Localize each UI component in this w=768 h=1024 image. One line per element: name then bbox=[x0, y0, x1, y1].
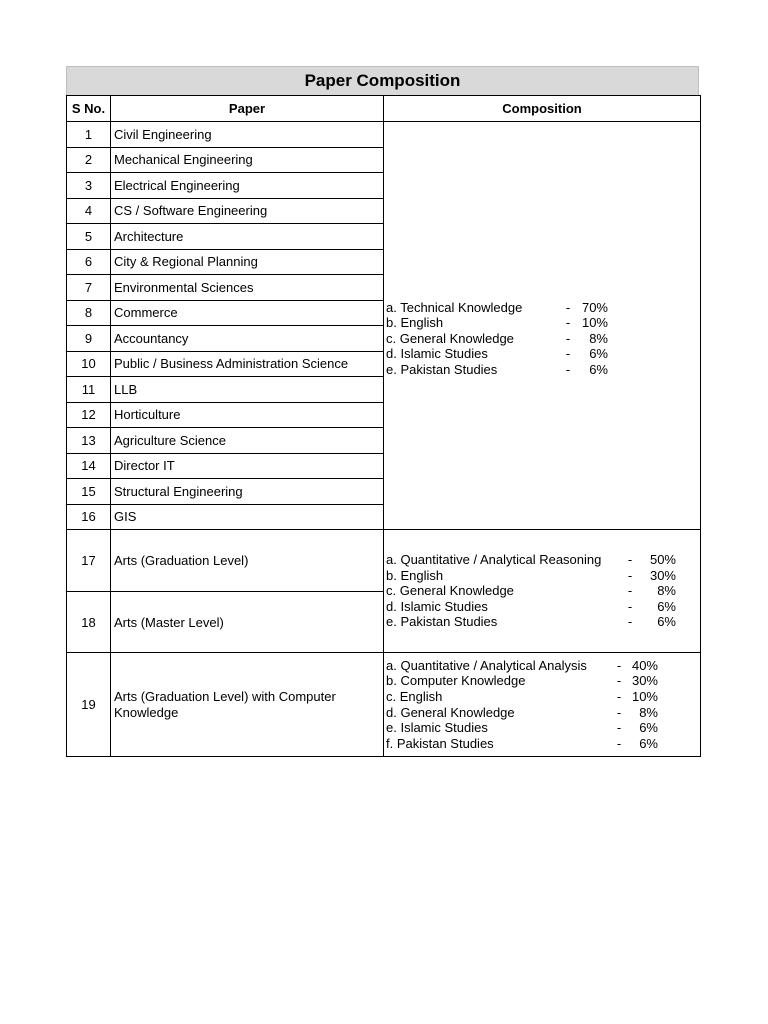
composition-item-percent: 8% bbox=[657, 583, 676, 599]
composition-item bbox=[386, 300, 700, 316]
composition-item bbox=[386, 315, 700, 331]
composition-cell bbox=[384, 653, 701, 757]
composition-item-dash: - bbox=[565, 299, 571, 315]
row-paper: Architecture bbox=[111, 224, 384, 250]
row-paper: Environmental Sciences bbox=[111, 275, 384, 301]
row-paper: Agriculture Science bbox=[111, 428, 384, 454]
composition-item-dash: - bbox=[616, 735, 622, 751]
composition-item bbox=[386, 362, 700, 378]
composition-item-dash: - bbox=[627, 583, 633, 599]
composition-item-percent: 6% bbox=[639, 735, 658, 751]
row-sno: 5 bbox=[67, 224, 111, 250]
composition-item bbox=[386, 689, 700, 705]
composition-item-label: b. Computer Knowledge bbox=[386, 673, 526, 689]
row-sno: 6 bbox=[67, 249, 111, 275]
row-paper: Mechanical Engineering bbox=[111, 147, 384, 173]
composition-item-label: d. General Knowledge bbox=[386, 704, 515, 720]
row-paper: Accountancy bbox=[111, 326, 384, 352]
composition-item-dash: - bbox=[616, 688, 622, 704]
row-sno: 15 bbox=[67, 479, 111, 505]
row-paper: Director IT bbox=[111, 453, 384, 479]
header-composition: Composition bbox=[384, 96, 701, 122]
row-paper: City & Regional Planning bbox=[111, 249, 384, 275]
row-sno: 3 bbox=[67, 173, 111, 199]
row-paper: Civil Engineering bbox=[111, 122, 384, 148]
composition-item-dash: - bbox=[616, 673, 622, 689]
row-paper: Commerce bbox=[111, 300, 384, 326]
composition-list bbox=[386, 658, 700, 752]
composition-item-label: c. English bbox=[386, 688, 443, 704]
composition-item-percent: 8% bbox=[639, 704, 658, 720]
composition-item-percent: 10% bbox=[631, 688, 658, 704]
table-row bbox=[67, 530, 701, 592]
composition-item-label: f. Pakistan Studies bbox=[386, 735, 494, 751]
composition-item-label: b. English bbox=[386, 315, 444, 331]
row-sno: 17 bbox=[67, 530, 111, 592]
row-sno: 14 bbox=[67, 453, 111, 479]
composition-item bbox=[386, 614, 700, 630]
row-paper: Arts (Graduation Level) bbox=[111, 530, 384, 592]
composition-item-dash: - bbox=[565, 315, 571, 331]
row-sno: 8 bbox=[67, 300, 111, 326]
header-paper: Paper bbox=[111, 96, 384, 122]
row-sno: 11 bbox=[67, 377, 111, 403]
composition-item-label: a. Technical Knowledge bbox=[386, 299, 523, 315]
composition-item-percent: 40% bbox=[631, 657, 658, 673]
composition-item-label: a. Quantitative / Analytical Reasoning bbox=[386, 552, 602, 568]
composition-item-dash: - bbox=[565, 361, 571, 377]
row-paper: Horticulture bbox=[111, 402, 384, 428]
composition-item-percent: 6% bbox=[589, 346, 608, 362]
composition-item-percent: 70% bbox=[581, 299, 608, 315]
composition-item-label: c. General Knowledge bbox=[386, 583, 514, 599]
composition-item bbox=[386, 658, 700, 674]
row-sno: 10 bbox=[67, 351, 111, 377]
table-row bbox=[67, 122, 701, 148]
composition-item-dash: - bbox=[565, 330, 571, 346]
composition-item-label: d. Islamic Studies bbox=[386, 346, 488, 362]
composition-item bbox=[386, 705, 700, 721]
row-sno: 4 bbox=[67, 198, 111, 224]
document-title: Paper Composition bbox=[66, 66, 699, 95]
row-paper: Structural Engineering bbox=[111, 479, 384, 505]
table-row bbox=[67, 653, 701, 757]
composition-item bbox=[386, 568, 700, 584]
composition-item-label: d. Islamic Studies bbox=[386, 598, 488, 614]
row-sno: 12 bbox=[67, 402, 111, 428]
row-paper: CS / Software Engineering bbox=[111, 198, 384, 224]
composition-item-percent: 10% bbox=[581, 315, 608, 331]
row-paper: Electrical Engineering bbox=[111, 173, 384, 199]
composition-item-dash: - bbox=[627, 598, 633, 614]
composition-item bbox=[386, 583, 700, 599]
composition-item-dash: - bbox=[616, 720, 622, 736]
composition-item-percent: 6% bbox=[657, 614, 676, 630]
row-sno: 9 bbox=[67, 326, 111, 352]
composition-item bbox=[386, 736, 700, 752]
composition-item bbox=[386, 673, 700, 689]
row-paper: Arts (Master Level) bbox=[111, 592, 384, 653]
composition-item-percent: 30% bbox=[649, 567, 676, 583]
composition-item-percent: 6% bbox=[639, 720, 658, 736]
composition-list bbox=[386, 552, 700, 630]
row-sno: 2 bbox=[67, 147, 111, 173]
composition-item-percent: 30% bbox=[631, 673, 658, 689]
composition-item-label: e. Pakistan Studies bbox=[386, 614, 498, 630]
composition-cell bbox=[384, 530, 701, 653]
composition-item bbox=[386, 552, 700, 568]
row-sno: 16 bbox=[67, 504, 111, 530]
composition-item-dash: - bbox=[627, 567, 633, 583]
composition-item-percent: 6% bbox=[657, 598, 676, 614]
composition-item-dash: - bbox=[627, 552, 633, 568]
row-sno: 7 bbox=[67, 275, 111, 301]
composition-table bbox=[66, 95, 701, 757]
composition-cell bbox=[384, 122, 701, 530]
row-paper: Public / Business Administration Science bbox=[111, 351, 384, 377]
composition-item-dash: - bbox=[616, 657, 622, 673]
row-sno: 19 bbox=[67, 653, 111, 757]
composition-item bbox=[386, 720, 700, 736]
composition-item-percent: 6% bbox=[589, 361, 608, 377]
composition-item-dash: - bbox=[627, 614, 633, 630]
composition-item bbox=[386, 346, 700, 362]
composition-item-label: e. Islamic Studies bbox=[386, 720, 488, 736]
composition-item-percent: 50% bbox=[649, 552, 676, 568]
composition-item bbox=[386, 599, 700, 615]
composition-item-label: b. English bbox=[386, 567, 444, 583]
header-sno: S No. bbox=[67, 96, 111, 122]
composition-item-label: e. Pakistan Studies bbox=[386, 361, 498, 377]
composition-item-label: c. General Knowledge bbox=[386, 330, 514, 346]
composition-list bbox=[386, 300, 700, 378]
row-paper: LLB bbox=[111, 377, 384, 403]
row-sno: 13 bbox=[67, 428, 111, 454]
row-paper: GIS bbox=[111, 504, 384, 530]
composition-item-dash: - bbox=[565, 346, 571, 362]
row-paper: Arts (Graduation Level) with Computer Knowledge bbox=[111, 653, 384, 757]
paper-composition-document bbox=[66, 66, 699, 757]
composition-item-label: a. Quantitative / Analytical Analysis bbox=[386, 657, 587, 673]
composition-item-percent: 8% bbox=[589, 330, 608, 346]
row-sno: 18 bbox=[67, 592, 111, 653]
composition-item bbox=[386, 331, 700, 347]
row-sno: 1 bbox=[67, 122, 111, 148]
composition-item-dash: - bbox=[616, 704, 622, 720]
table-header-row bbox=[67, 96, 701, 122]
